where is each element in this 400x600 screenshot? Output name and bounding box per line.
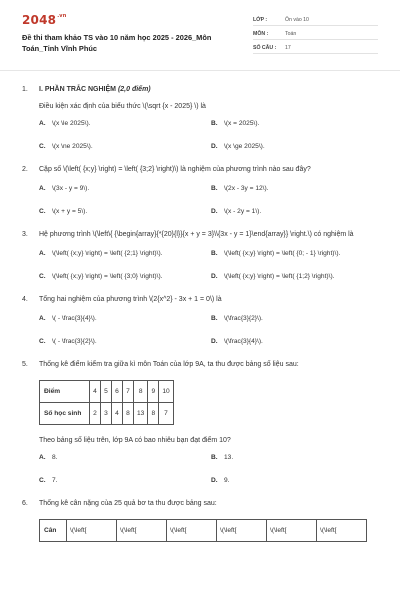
table-cell: 6: [112, 381, 123, 403]
table-cell: 8: [134, 381, 148, 403]
option-text: 8.: [52, 454, 58, 461]
question-head: [22, 294, 382, 305]
option-letter: C.: [39, 273, 46, 280]
option-a[interactable]: [39, 315, 211, 322]
question-text: Cặp số \(\left( {x;y} \right) = \left( {3;2} \right)\) là nghiệm của phương trình nào sau đây?: [39, 166, 311, 173]
option-text: 9.: [224, 477, 230, 484]
option-text: \(x \ge 2025\).: [224, 143, 265, 150]
meta-label: LỚP :: [253, 16, 268, 23]
table-cell: 8: [148, 403, 159, 425]
option-c[interactable]: [39, 477, 211, 484]
question-text: Điều kiện xác định của biểu thức \(\sqrt {x - 2025} \) là: [39, 103, 206, 110]
option-letter: B.: [211, 250, 218, 257]
table-row: [40, 381, 174, 403]
question-text: Thống kê điểm kiểm tra giữa kì môn Toán của lớp 9A, ta thu được bảng số liệu sau:: [39, 361, 299, 368]
option-c[interactable]: [39, 143, 211, 150]
table-cell: \(\left[: [217, 520, 267, 542]
question-number: 2.: [22, 166, 28, 173]
table-cell: 8: [123, 403, 134, 425]
section-heading: [22, 84, 382, 95]
option-letter: A.: [39, 250, 46, 257]
question-number: 1.: [22, 86, 28, 93]
answer-options: [22, 454, 382, 484]
question-2: [22, 164, 382, 215]
answer-options: [22, 185, 382, 215]
answer-options: [22, 250, 382, 280]
answer-options: [22, 315, 382, 345]
question-number: 6.: [22, 500, 28, 507]
table-cell: \(\left[: [267, 520, 317, 542]
table-row: [40, 403, 174, 425]
option-letter: D.: [211, 338, 218, 345]
question-text: Tổng hai nghiệm của phương trình \(2{x^2} - 3x + 1 = 0\) là: [39, 296, 222, 303]
option-letter: A.: [39, 315, 46, 322]
question-number: 3.: [22, 231, 28, 238]
option-letter: D.: [211, 208, 218, 215]
table-cell: 7: [123, 381, 134, 403]
question-head: [22, 359, 382, 370]
option-d[interactable]: [211, 143, 383, 150]
option-text: \(\left( {x;y} \right) = \left( {0; - 1} \right)\).: [224, 250, 341, 257]
table-cell: 7: [159, 403, 173, 425]
table-cell: 3: [101, 403, 112, 425]
option-letter: A.: [39, 120, 46, 127]
option-text: \(x = 2025\).: [224, 120, 260, 127]
table-cell: 9: [148, 381, 159, 403]
table-cell: 4: [90, 381, 101, 403]
meta-row-class: [253, 14, 378, 26]
option-letter: C.: [39, 338, 46, 345]
option-c[interactable]: [39, 338, 211, 345]
option-d[interactable]: [211, 338, 383, 345]
question-1: [22, 84, 382, 150]
option-c[interactable]: [39, 208, 211, 215]
question-text: Hệ phương trình \(\left\{ {\begin{array}{*{20}{l}}{x + y = 3}\\{3x - y = 1}\end{array}} \right.\) có nghiệm là: [39, 231, 354, 238]
option-a[interactable]: [39, 185, 211, 192]
meta-value: 17: [285, 44, 291, 51]
option-text: \(3x - y = 9\).: [52, 185, 90, 192]
question-number: 4.: [22, 296, 28, 303]
section-points: (2,0 điểm): [117, 86, 151, 93]
option-b[interactable]: [211, 454, 383, 461]
option-text: \( - \frac{3}{2}\).: [52, 338, 97, 345]
option-letter: C.: [39, 143, 46, 150]
logo-suffix: .vn: [57, 13, 67, 19]
table-cell: \(\left[: [167, 520, 217, 542]
meta-label: MÔN :: [253, 30, 269, 37]
score-table: [39, 380, 174, 425]
exam-content: [22, 84, 382, 556]
option-text: 13.: [224, 454, 234, 461]
option-letter: D.: [211, 143, 218, 150]
option-letter: D.: [211, 273, 218, 280]
option-letter: D.: [211, 477, 218, 484]
option-letter: B.: [211, 454, 218, 461]
table-row: [40, 520, 367, 542]
question-head: [22, 164, 382, 175]
question-4: [22, 294, 382, 345]
header-divider: [0, 70, 400, 71]
question-5: [22, 359, 382, 484]
meta-value: Toán: [285, 30, 297, 37]
table-header-cell: Cân: [40, 520, 67, 542]
site-logo[interactable]: [22, 13, 67, 27]
option-a[interactable]: [39, 250, 211, 257]
meta-row-count: [253, 42, 378, 54]
document-header: [0, 0, 400, 72]
option-text: \(\frac{3}{4}\).: [224, 338, 263, 345]
option-letter: A.: [39, 454, 46, 461]
option-d[interactable]: [211, 273, 383, 280]
option-a[interactable]: [39, 120, 211, 127]
meta-value: Ôn vào 10: [285, 16, 309, 23]
option-d[interactable]: [211, 477, 383, 484]
question-text: Thống kê cân nặng của 25 quả bơ ta thu được bảng sau:: [39, 500, 217, 507]
question-number: 5.: [22, 361, 28, 368]
option-text: \(2x - 3y = 12\).: [224, 185, 269, 192]
option-letter: A.: [39, 185, 46, 192]
question-6: [22, 498, 382, 542]
table-cell: 2: [90, 403, 101, 425]
option-text: \( - \frac{3}{4}\).: [52, 315, 97, 322]
option-text: \(x \le 2025\).: [52, 120, 91, 127]
option-a[interactable]: [39, 454, 211, 461]
table-header-cell: Số học sinh: [40, 403, 90, 425]
option-text: \(\left( {x;y} \right) = \left( {1;2} \right)\).: [224, 273, 335, 280]
question-3: [22, 229, 382, 280]
option-b[interactable]: [211, 315, 383, 322]
meta-row-subject: [253, 28, 378, 40]
meta-label: SỐ CÂU :: [253, 44, 277, 51]
option-text: \(x \ne 2025\).: [52, 143, 93, 150]
option-text: \(\frac{3}{2}\).: [224, 315, 263, 322]
option-b[interactable]: [211, 120, 383, 127]
exam-meta: [253, 14, 378, 56]
question-followup: Theo bảng số liệu trên, lớp 9A có bao nhiêu bạn đạt điểm 10?: [39, 437, 231, 444]
option-c[interactable]: [39, 273, 211, 280]
weight-table: [39, 519, 367, 542]
option-letter: B.: [211, 315, 218, 322]
section-title: [39, 84, 382, 95]
answer-options: [22, 120, 382, 150]
option-text: \(x - 2y = 1\).: [224, 208, 262, 215]
option-text: \(\left( {x;y} \right) = \left( {3;0} \right)\).: [52, 273, 163, 280]
option-text: 7.: [52, 477, 58, 484]
question-head: [22, 229, 382, 240]
option-d[interactable]: [211, 208, 383, 215]
option-text: \(\left( {x;y} \right) = \left( {2;1} \right)\).: [52, 250, 163, 257]
section-label: I. PHẦN TRẮC NGHIỆM: [39, 86, 116, 93]
table-cell: 5: [101, 381, 112, 403]
table-cell: 4: [112, 403, 123, 425]
exam-title: Đề thi tham khảo TS vào 10 năm học 2025 - 2026_Môn Toán_Tỉnh Vĩnh Phúc: [22, 33, 212, 53]
option-letter: C.: [39, 477, 46, 484]
question-head: [22, 498, 382, 509]
logo-text: 2048: [22, 13, 57, 27]
table-cell: \(\left[: [67, 520, 117, 542]
table-cell: 13: [134, 403, 148, 425]
table-cell: \(\left[: [117, 520, 167, 542]
option-b[interactable]: [211, 185, 383, 192]
table-header-cell: Điểm: [40, 381, 90, 403]
option-letter: C.: [39, 208, 46, 215]
option-letter: B.: [211, 185, 218, 192]
table-cell: \(\left[: [317, 520, 367, 542]
table-cell: 10: [159, 381, 173, 403]
option-letter: B.: [211, 120, 218, 127]
option-text: \(x + y = 5\).: [52, 208, 88, 215]
option-b[interactable]: [211, 250, 383, 257]
